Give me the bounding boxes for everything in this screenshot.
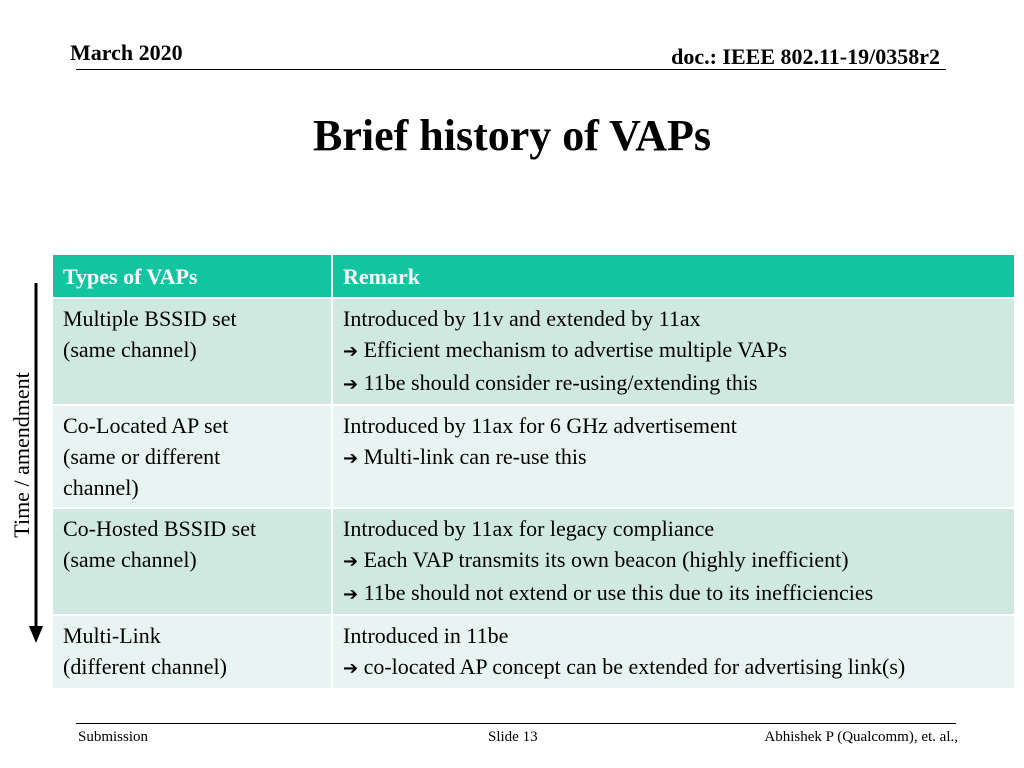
footer-divider <box>76 723 956 724</box>
header-divider <box>76 69 946 70</box>
remark-point-text: Efficient mechanism to advertise multiple VAPs <box>363 337 788 362</box>
vap-type-line: Multi-Link <box>63 623 161 648</box>
remark-point-text: Each VAP transmits its own beacon (highly inefficient) <box>363 547 849 572</box>
header-doc-id: doc.: IEEE 802.11-19/0358r2 <box>671 44 940 69</box>
right-arrow-icon: ➔ <box>343 448 359 469</box>
vap-type-line: Multiple BSSID set <box>63 306 237 331</box>
right-arrow-icon: ➔ <box>343 341 359 362</box>
remark-point-text: 11be should consider re-using/extending this <box>363 370 758 395</box>
timeline-label: Time / amendment <box>9 372 34 538</box>
remark-intro: Introduced by 11ax for 6 GHz advertisement <box>343 413 737 438</box>
vap-type-line: (different channel) <box>63 654 227 679</box>
vap-type-line: (same or different <box>63 444 221 469</box>
timeline-arrow-down-icon <box>28 283 44 643</box>
remark-point-text: Multi-link can re-use this <box>363 444 587 469</box>
slide-title: Brief history of VAPs <box>312 111 712 160</box>
remark-point-text: co-located AP concept can be extended for advertising link(s) <box>363 654 906 679</box>
right-arrow-icon: ➔ <box>343 374 359 395</box>
column-header-types: Types of VAPs <box>52 254 332 298</box>
vap-type-cell <box>52 508 332 615</box>
remark-intro: Introduced in 11be <box>343 623 509 648</box>
table-body <box>52 298 1015 689</box>
vap-type-cell <box>52 405 332 508</box>
remark-cell <box>332 405 1015 508</box>
remark-point <box>343 544 1004 577</box>
vap-type-line: (same channel) <box>63 547 197 572</box>
right-arrow-icon: ➔ <box>343 551 359 572</box>
remark-point <box>343 367 1004 400</box>
vap-type-line: Co-Located AP set <box>63 413 229 438</box>
right-arrow-icon: ➔ <box>343 658 359 679</box>
header-date: March 2020 <box>70 40 183 65</box>
remark-point <box>343 334 1004 367</box>
column-header-remark: Remark <box>332 254 1015 298</box>
remark-point-text: 11be should not extend or use this due to its inefficiencies <box>363 580 874 605</box>
footer-slide-number: Slide 13 <box>488 729 538 745</box>
vap-type-line: channel) <box>63 475 139 500</box>
table-row <box>52 405 1015 508</box>
vap-type-line: Co-Hosted BSSID set <box>63 516 257 541</box>
footer-submission: Submission <box>78 729 149 745</box>
vap-type-line: (same channel) <box>63 337 197 362</box>
remark-point <box>343 577 1004 610</box>
table-row <box>52 508 1015 615</box>
remark-intro: Introduced by 11ax for legacy compliance <box>343 516 715 541</box>
table-header-row <box>52 254 1015 298</box>
remark-cell <box>332 298 1015 405</box>
table-row <box>52 615 1015 689</box>
footer-author: Abhishek P (Qualcomm), et. al., <box>764 729 958 745</box>
vap-type-cell <box>52 298 332 405</box>
right-arrow-icon: ➔ <box>343 584 359 605</box>
table-row <box>52 298 1015 405</box>
remark-point <box>343 651 1004 684</box>
vap-history-table <box>51 253 1016 690</box>
remark-cell <box>332 508 1015 615</box>
vap-type-cell <box>52 615 332 689</box>
remark-intro: Introduced by 11v and extended by 11ax <box>343 306 701 331</box>
remark-point <box>343 441 1004 474</box>
remark-cell <box>332 615 1015 689</box>
